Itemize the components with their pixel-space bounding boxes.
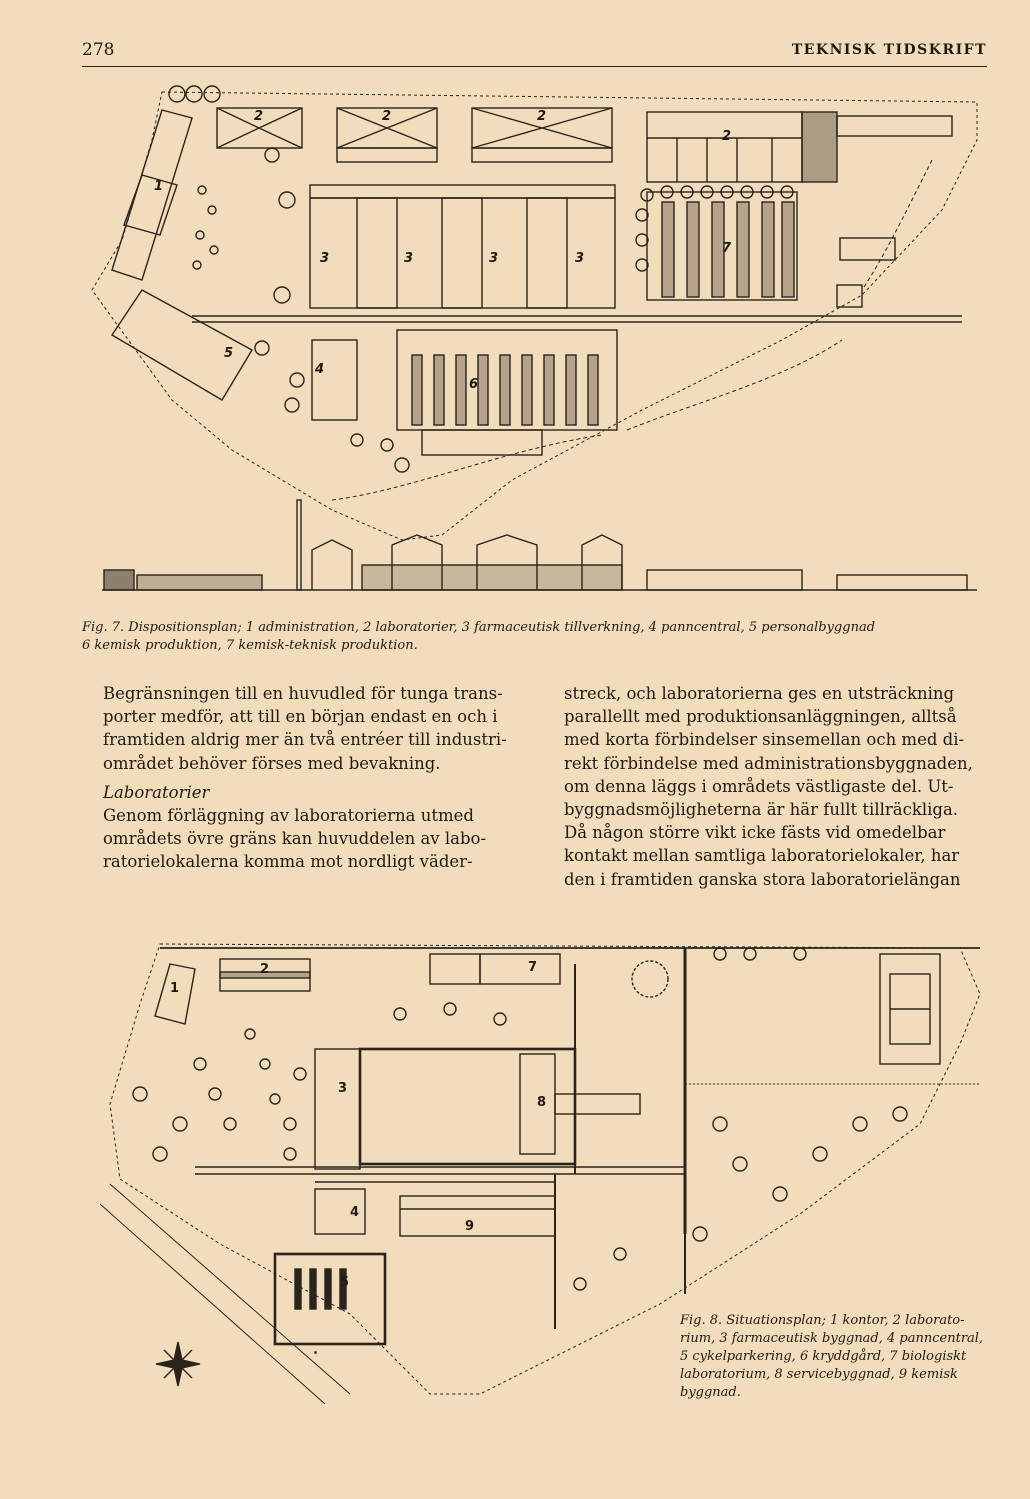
figure-8-caption-line: Fig. 8. Situationsplan; 1 kontor, 2 laborato- bbox=[680, 1313, 965, 1328]
fig7-label-lab-1: 2 bbox=[254, 109, 264, 124]
fig7-label-lab-4: 2 bbox=[722, 129, 732, 144]
fig8-label-office: 1 bbox=[170, 981, 180, 996]
figure-7-caption-line-1: Fig. 7. Dispositionsplan; 1 administration, 2 laboratorier, 3 farmaceutisk tillverkning, 4 panncentral, 5 personalbyggnad bbox=[82, 620, 876, 635]
fig7-label-admin: 1 bbox=[154, 179, 164, 194]
fig8-label-pharma: 3 bbox=[338, 1081, 348, 1096]
body-line: porter medför, att till en början endast en och i bbox=[103, 707, 498, 727]
body-line: områdets övre gräns kan huvuddelen av labo- bbox=[103, 829, 487, 849]
body-line: den i framtiden ganska stora laboratorielängan bbox=[564, 869, 961, 889]
body-line: kontakt mellan samtliga laboratorielokaler, har bbox=[564, 846, 960, 866]
body-line: streck, och laboratorierna ges en utsträckning bbox=[564, 684, 955, 703]
body-line: byggnadsmöjligheterna är här fullt tillräckliga. bbox=[564, 800, 959, 820]
body-line: rekt förbindelse med administrationsbyggnaden, bbox=[564, 753, 973, 773]
figure-7-disposition-plan bbox=[82, 80, 987, 620]
fig7-label-pharma-2: 3 bbox=[404, 251, 414, 266]
figure-7-caption-line-2: 6 kemisk produktion, 7 kemisk-teknisk produktion. bbox=[82, 638, 418, 653]
figure-8-caption-line: byggnad. bbox=[680, 1385, 741, 1400]
journal-title: TEKNISK TIDSKRIFT bbox=[791, 42, 987, 58]
body-line: Då någon större vikt icke fästs vid omedelbar bbox=[564, 823, 946, 843]
fig8-label-service: 8 bbox=[537, 1095, 547, 1110]
fig7-label-pharma-3: 3 bbox=[489, 251, 499, 266]
fig7-label-lab-3: 2 bbox=[537, 109, 547, 124]
fig7-label-personnel: 5 bbox=[224, 346, 234, 361]
figure-7-caption bbox=[82, 619, 987, 655]
page-number: 278 bbox=[82, 40, 115, 60]
body-line: om denna läggs i områdets västligaste del. Ut- bbox=[564, 776, 954, 796]
figure-8-caption-line: rium, 3 farmaceutisk byggnad, 4 panncentral, bbox=[680, 1331, 984, 1346]
fig7-label-lab-2: 2 bbox=[382, 109, 392, 124]
figure-7-drawing bbox=[82, 80, 987, 620]
body-column-left bbox=[103, 682, 517, 874]
body-line: med korta förbindelser sinsemellan och med di- bbox=[564, 730, 965, 750]
body-line: parallellt med produktionsanläggningen, alltså bbox=[564, 707, 957, 727]
fig8-label-bio-lab: 7 bbox=[528, 960, 538, 975]
section-heading-laboratorier: Laboratorier bbox=[103, 782, 210, 802]
fig8-label-boiler: 4 bbox=[350, 1205, 360, 1220]
fig7-label-pharma-4: 3 bbox=[575, 251, 585, 266]
body-line: framtiden aldrig mer än två entréer till industri- bbox=[103, 730, 507, 750]
body-line: området behöver förses med bevakning. bbox=[103, 753, 441, 773]
fig8-label-cycle: 5 bbox=[340, 1275, 350, 1290]
figure-8-caption bbox=[680, 1312, 1010, 1402]
fig7-label-chem-tech: 7 bbox=[722, 241, 732, 256]
page-header bbox=[82, 40, 987, 66]
body-column-right bbox=[564, 682, 978, 891]
body-line: ratorielokalerna komma mot nordligt väder- bbox=[103, 852, 473, 872]
fig8-label-chem: 9 bbox=[465, 1219, 475, 1234]
fig7-label-chem-prod: 6 bbox=[469, 377, 479, 392]
figure-8-caption-line: 5 cykelparkering, 6 kryddgård, 7 biologiskt bbox=[680, 1349, 967, 1364]
fig8-label-lab: 2 bbox=[260, 962, 270, 977]
figure-8-caption-line: laboratorium, 8 servicebyggnad, 9 kemisk bbox=[680, 1367, 958, 1382]
body-line: Begränsningen till en huvudled för tunga trans- bbox=[103, 684, 503, 703]
body-line: Genom förläggning av laboratorierna utmed bbox=[103, 806, 474, 826]
fig7-label-boiler: 4 bbox=[315, 362, 325, 377]
header-rule bbox=[82, 66, 987, 67]
fig7-label-pharma-1: 3 bbox=[320, 251, 330, 266]
